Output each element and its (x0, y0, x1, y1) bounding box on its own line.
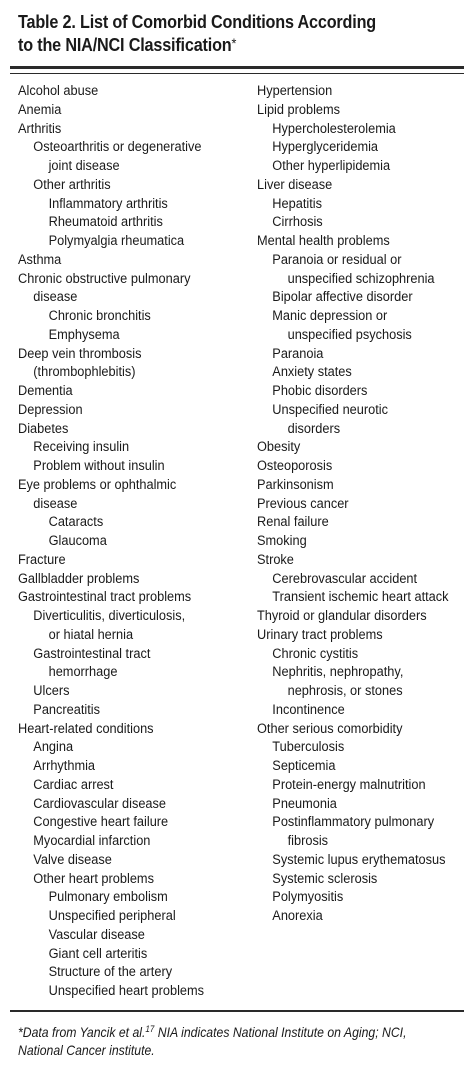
condition-item: Manic depression or (272, 308, 388, 324)
condition-item: Pancreatitis (33, 701, 101, 718)
condition-item: Other heart problems (33, 870, 154, 887)
condition-item: nephrosis, or stones (287, 683, 403, 699)
condition-item: Hepatitis (272, 195, 322, 212)
condition-item: Vascular disease (48, 926, 145, 943)
condition-item: Anorexia (272, 908, 323, 924)
footnote-ref: 17 (145, 1024, 155, 1034)
condition-item: Pulmonary embolism (48, 889, 168, 906)
title-footnote-marker: * (231, 35, 237, 51)
condition-item: Cardiovascular disease (33, 795, 167, 812)
condition-item: Eye problems or ophthalmic (18, 476, 177, 493)
condition-item: Chronic bronchitis (48, 308, 151, 324)
condition-item: Phobic disorders (272, 383, 368, 399)
condition-item: Systemic lupus erythematosus (272, 851, 446, 868)
condition-item: Structure of the artery (48, 964, 173, 981)
condition-item: Polymyalgia rheumatica (48, 233, 185, 249)
condition-item: Parkinsonism (257, 476, 334, 493)
table-title-line1: Table 2. List of Comorbid Conditions According (18, 12, 377, 32)
condition-item: Unspecified peripheral (48, 908, 176, 924)
condition-item: Mental health problems (257, 233, 390, 249)
condition-item: Cirrhosis (272, 214, 323, 231)
condition-item: Other hyperlipidemia (272, 158, 391, 174)
condition-item: Glaucoma (48, 533, 107, 549)
condition-item: Unspecified neurotic (272, 401, 388, 418)
condition-item: Hypertension (257, 83, 333, 99)
header-rule-thin (10, 73, 464, 74)
condition-item: Cardiac arrest (33, 776, 114, 793)
footnote-line2: National Cancer institute. (18, 1043, 155, 1058)
condition-item: Dementia (18, 383, 73, 399)
condition-item: Anxiety states (272, 364, 352, 381)
condition-item: Cerebrovascular accident (272, 570, 418, 587)
header-rule-thick (10, 66, 464, 69)
condition-item: Obesity (257, 439, 301, 456)
condition-item: Gastrointestinal tract (33, 645, 151, 662)
condition-item: Ulcers (33, 683, 70, 699)
condition-item: Rheumatoid arthritis (48, 214, 163, 231)
condition-item: Angina (33, 739, 74, 756)
condition-item: Paranoia (272, 345, 324, 362)
condition-item: Other arthritis (33, 176, 111, 193)
table-title-line2-text: to the NIA/NCI Classification (18, 35, 232, 55)
condition-item: Other serious comorbidity (257, 720, 403, 737)
left-column (18, 82, 258, 1001)
condition-item: Urinary tract problems (257, 626, 383, 643)
footnote-marker: * (18, 1025, 23, 1040)
right-column (257, 82, 474, 926)
condition-item: Tuberculosis (272, 739, 345, 756)
table-title (18, 12, 474, 56)
condition-item: Myocardial infarction (33, 833, 151, 849)
condition-item: disease (33, 289, 78, 306)
condition-item: Osteoporosis (257, 458, 333, 474)
condition-item: Lipid problems (257, 101, 341, 118)
condition-item: Arrhythmia (33, 758, 96, 774)
condition-item: Diverticulitis, diverticulosis, (33, 608, 186, 624)
condition-item: Hyperglyceridemia (272, 139, 379, 156)
condition-item: Cataracts (48, 514, 104, 531)
condition-item: Chronic cystitis (272, 645, 359, 662)
condition-item: fibrosis (287, 833, 329, 849)
condition-item: Chronic obstructive pulmonary (18, 270, 191, 287)
condition-item: Liver disease (257, 176, 333, 193)
condition-item: Renal failure (257, 514, 329, 531)
condition-item: Transient ischemic heart attack (272, 589, 449, 606)
condition-item: Paranoia or residual or (272, 251, 402, 268)
table-footnote (18, 1020, 468, 1060)
condition-item: Receiving insulin (33, 439, 130, 456)
condition-item: Smoking (257, 533, 307, 549)
condition-item: Polymyositis (272, 889, 344, 906)
condition-item: Inflammatory arthritis (48, 195, 168, 212)
condition-item: Stroke (257, 551, 294, 568)
condition-item: disease (33, 495, 78, 512)
condition-item: unspecified schizophrenia (287, 270, 435, 287)
condition-item: Depression (18, 401, 83, 418)
condition-item: Previous cancer (257, 495, 349, 512)
condition-item: disorders (287, 420, 341, 437)
condition-item: Diabetes (18, 420, 69, 437)
condition-item: or hiatal hernia (48, 626, 134, 643)
condition-item: Arthritis (18, 120, 62, 137)
condition-item: Alcohol abuse (18, 83, 99, 99)
condition-item: Heart-related conditions (18, 720, 154, 737)
condition-item: Problem without insulin (33, 458, 165, 474)
condition-item: Asthma (18, 251, 62, 268)
condition-item: Pneumonia (272, 795, 337, 812)
condition-item: Deep vein thrombosis (18, 345, 142, 362)
condition-item: Septicemia (272, 758, 336, 774)
footnote-part2: NIA indicates National Institute on Aging; NCI, (154, 1025, 407, 1040)
footer-rule (10, 1010, 464, 1012)
table-title-line2 (18, 33, 474, 56)
condition-item: Gastrointestinal tract problems (18, 589, 192, 606)
condition-item: Nephritis, nephropathy, (272, 664, 404, 681)
condition-item: Bipolar affective disorder (272, 289, 413, 306)
condition-item: Osteoarthritis or degenerative (33, 139, 202, 156)
condition-item: Fracture (18, 551, 66, 568)
condition-item: Thyroid or glandular disorders (257, 608, 427, 624)
condition-item: Anemia (18, 101, 62, 118)
condition-item: joint disease (48, 158, 120, 174)
condition-item: Systemic sclerosis (272, 870, 378, 887)
condition-item: Hypercholesterolemia (272, 120, 396, 137)
condition-item: Unspecified heart problems (48, 983, 205, 999)
condition-item: Congestive heart failure (33, 814, 169, 831)
footnote-part1: Data from Yancik et al. (22, 1025, 146, 1040)
condition-item: Incontinence (272, 701, 345, 718)
condition-item: hemorrhage (48, 664, 118, 681)
condition-item: (thrombophlebitis) (33, 364, 136, 381)
footnote-line1 (18, 1020, 468, 1042)
condition-item: Gallbladder problems (18, 570, 140, 587)
condition-item: Postinflammatory pulmonary (272, 814, 435, 831)
condition-item: unspecified psychosis (287, 326, 412, 343)
condition-item: Giant cell arteritis (48, 945, 148, 962)
condition-item: Protein-energy malnutrition (272, 776, 426, 793)
condition-item: Valve disease (33, 851, 112, 868)
condition-item: Emphysema (48, 326, 120, 343)
